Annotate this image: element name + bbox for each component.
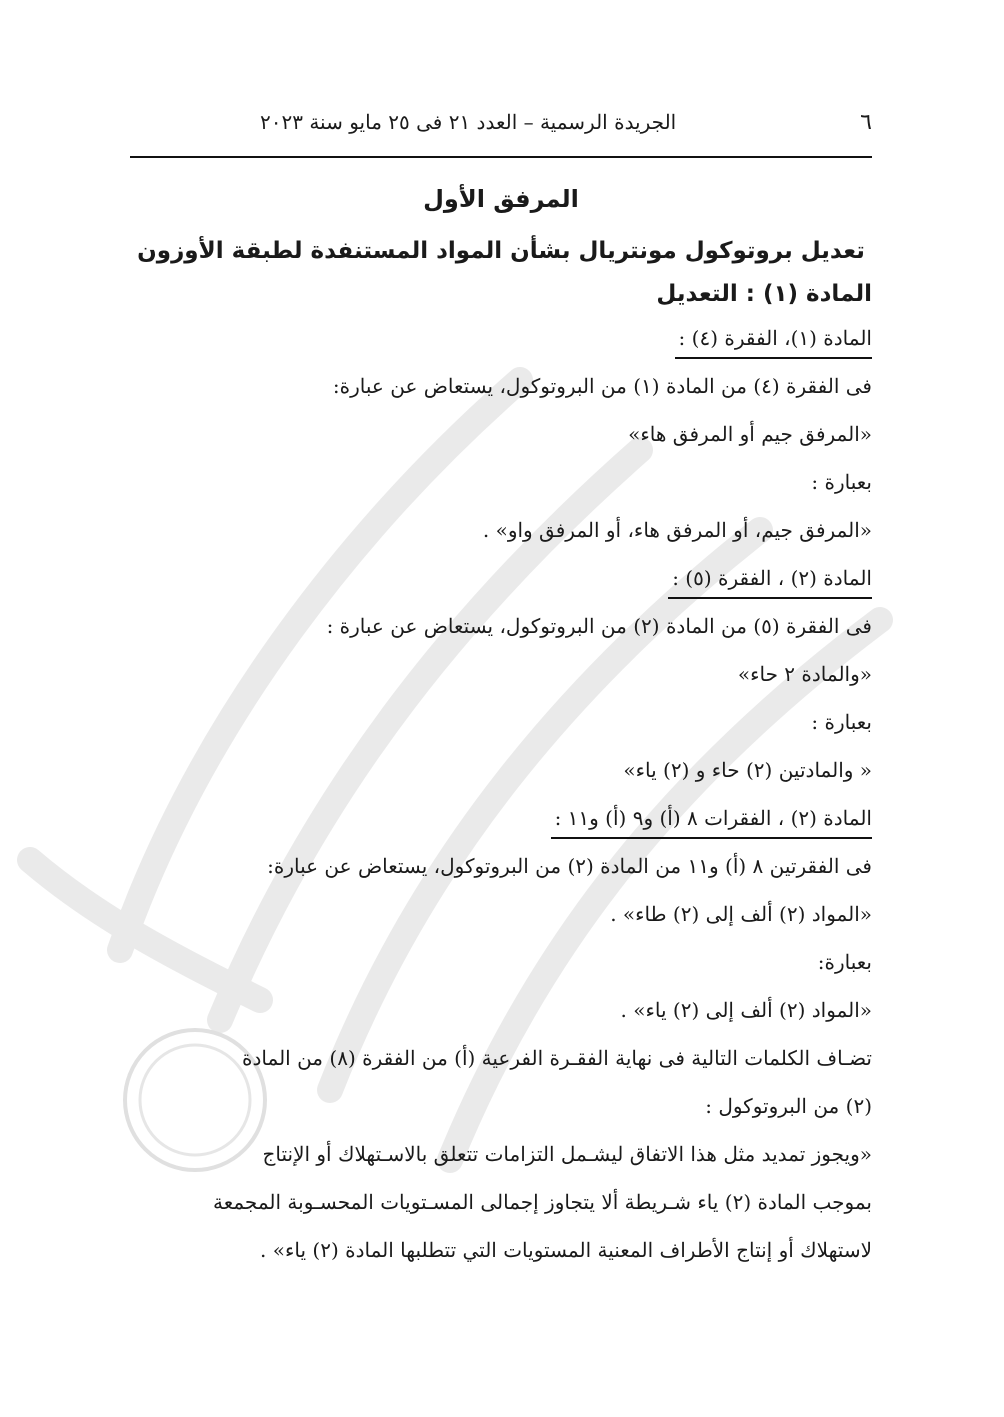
section-intro: فى الفقرة (٥) من المادة (٢) من البروتوكول، يستعاض عن عبارة : — [326, 614, 872, 638]
section-heading — [130, 554, 872, 602]
old-phrase: «والمادة ٢ حاء» — [737, 662, 872, 686]
annex-title: المرفق الأول — [423, 185, 579, 213]
addition-line: تضـاف الكلمات التالية فى نهاية الفقـرة الفرعية (أ) من الفقرة (٨) من المادة — [242, 1046, 872, 1070]
addition-line: (٢) من البروتوكول : — [705, 1094, 872, 1118]
replacement-label: بعبارة: — [817, 950, 872, 974]
page-number: ٦ — [860, 110, 872, 135]
new-phrase: «المواد (٢) ألف إلى (٢) ياء» . — [620, 998, 872, 1022]
quoted-text-line: «ويجوز تمديد مثل هذا الاتفاق ليشـمل التزامات تتعلق بالاسـتهلاك أو الإنتاج — [262, 1142, 872, 1166]
section-heading-text: المادة (٢) ، الفقرات ٨ (أ) و٩ (أ) و١١ : — [551, 799, 872, 839]
article-heading: المادة (١) : التعديل — [656, 281, 872, 307]
quoted-text-line: بموجب المادة (٢) ياء شـريطة ألا يتجاوز إجمالى المسـتويات المحسـوبة المجمعة — [213, 1190, 872, 1214]
section-intro: فى الفقرة (٤) من المادة (١) من البروتوكول، يستعاض عن عبارة: — [332, 374, 872, 398]
quoted-text-line: لاستهلاك أو إنتاج الأطراف المعنية المستويات التي تتطلبها المادة (٢) ياء» . — [260, 1238, 872, 1262]
replacement-label: بعبارة : — [811, 710, 872, 734]
old-phrase: «المواد (٢) ألف إلى (٢) طاء» . — [610, 902, 872, 926]
old-phrase: «المرفق جيم أو المرفق هاء» — [628, 422, 872, 446]
section-heading-text: المادة (٢) ، الفقرة (٥) : — [668, 559, 872, 599]
document-page — [130, 110, 872, 1274]
document-title: تعديل بروتوكول مونتريال بشأن المواد المستنفدة لطبقة الأوزون — [137, 238, 865, 264]
new-phrase: « والمادتين (٢) حاء و (٢) ياء» — [623, 758, 872, 782]
publication-title: الجريدة الرسمية – العدد ٢١ فى ٢٥ مايو سنة ٢٠٢٣ — [260, 110, 677, 134]
section-intro: فى الفقرتين ٨ (أ) و١١ من المادة (٢) من البروتوكول، يستعاض عن عبارة: — [267, 854, 872, 878]
section-heading — [130, 314, 872, 362]
replacement-label: بعبارة : — [811, 470, 872, 494]
section-heading-text: المادة (١)، الفقرة (٤) : — [675, 319, 872, 359]
section-heading — [130, 794, 872, 842]
page-header — [130, 110, 872, 158]
new-phrase: «المرفق جيم، أو المرفق هاء، أو المرفق واو» . — [482, 518, 872, 542]
